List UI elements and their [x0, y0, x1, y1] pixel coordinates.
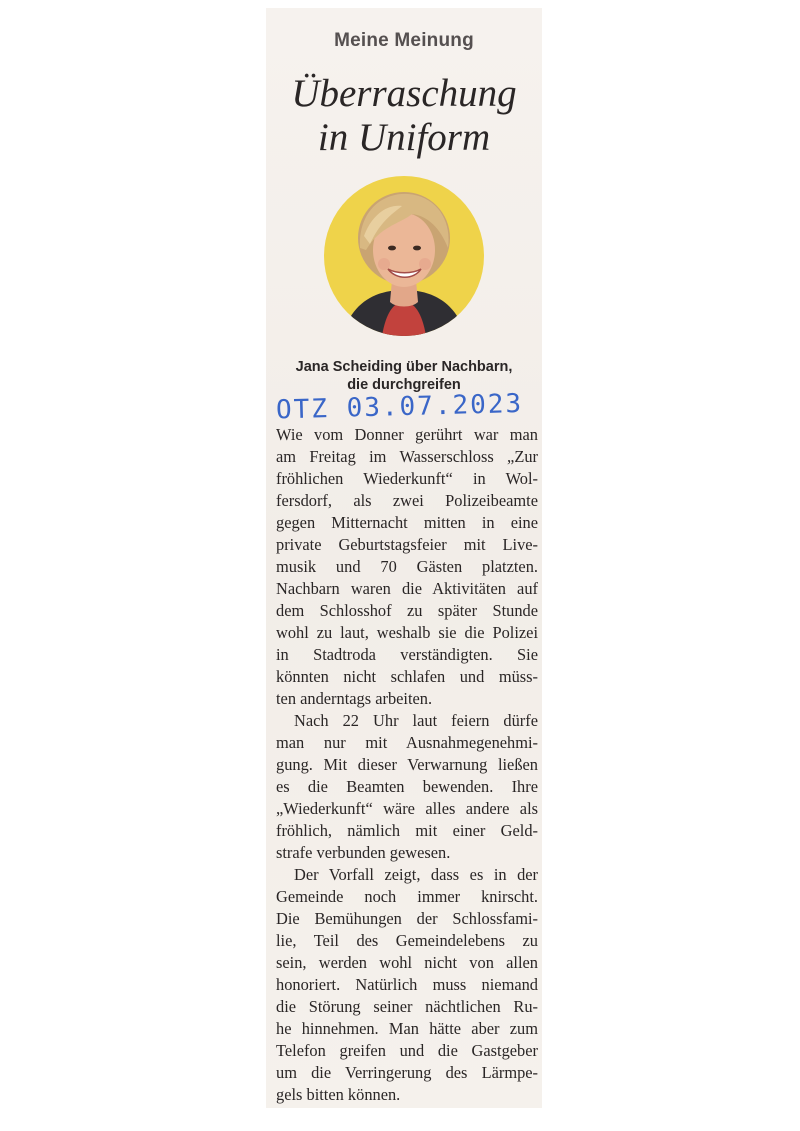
article-line: man nur mit Ausnahmegenehmi-	[276, 733, 538, 752]
newspaper-clipping	[266, 8, 542, 1108]
article-line: Der Vorfall zeigt, dass es in der	[294, 865, 538, 884]
article-line: in Stadtroda verständigten. Sie	[276, 645, 538, 664]
article-line: Wie vom Donner gerührt war man	[276, 425, 538, 444]
headline-line: in Uniform	[317, 116, 491, 159]
article-line: Nach 22 Uhr laut feiern dürfe	[294, 711, 538, 730]
article-line: ten anderntags arbeiten.	[276, 689, 433, 708]
article-line: fersdorf, als zwei Polizeibeamte	[276, 491, 538, 510]
article-line: wohl zu laut, weshalb sie die Polizei	[276, 623, 538, 642]
article-line: fröhlichen Wiederkunft“ in Wol-	[276, 469, 538, 488]
article-paragraph	[276, 864, 538, 1106]
article-line: honoriert. Natürlich muss niemand	[276, 975, 538, 994]
article-line: musik und 70 Gästen platzten.	[276, 557, 538, 576]
article-line: die Störung seiner nächtlichen Ru-	[276, 997, 538, 1016]
headline-line: Überraschung	[291, 72, 517, 115]
handwritten-date-note: OTZ 03.07.2023	[275, 388, 524, 426]
article-line: Telefon greifen und die Gastgeber	[276, 1041, 538, 1060]
article-line: Die Bemühungen der Schlossfami-	[276, 909, 538, 928]
byline-line: die durchgreifen	[347, 377, 461, 393]
article-line: Nachbarn waren die Aktivitäten auf	[276, 579, 538, 598]
article-line: private Geburtstagsfeier mit Live-	[276, 535, 538, 554]
article-line: strafe verbunden gewesen.	[276, 843, 451, 862]
article-line: he hinnehmen. Man hätte aber zum	[276, 1019, 538, 1038]
article-paragraph	[276, 424, 538, 710]
article-line: lie, Teil des Gemeindelebens zu	[276, 931, 538, 950]
article-paragraph	[276, 710, 538, 864]
article-line: es die Beamten bewenden. Ihre	[276, 777, 538, 796]
article-line: am Freitag im Wasserschloss „Zur	[276, 447, 538, 466]
article-line: um die Verringerung des Lärmpe-	[276, 1063, 538, 1082]
article-line: Gemeinde noch immer knirscht.	[276, 887, 538, 906]
article-line: gegen Mitternacht mitten in eine	[276, 513, 538, 532]
author-portrait	[324, 176, 484, 336]
kicker: Meine Meinung	[334, 30, 474, 51]
article-line: dem Schlosshof zu später Stunde	[276, 601, 538, 620]
article-body	[276, 424, 538, 1106]
article-line: fröhlich, nämlich mit einer Geld-	[276, 821, 538, 840]
article-line: „Wiederkunft“ wäre alles andere als	[276, 799, 538, 818]
author-portrait-image	[324, 176, 484, 336]
byline-line: Jana Scheiding über Nachbarn,	[295, 359, 513, 375]
headline	[266, 72, 542, 160]
article-line: könnten nicht schlafen und müss-	[276, 667, 538, 686]
article-line: gung. Mit dieser Verwarnung ließen	[276, 755, 538, 774]
article-line: gels bitten können.	[276, 1085, 401, 1104]
article-line: sein, werden wohl nicht von allen	[276, 953, 538, 972]
